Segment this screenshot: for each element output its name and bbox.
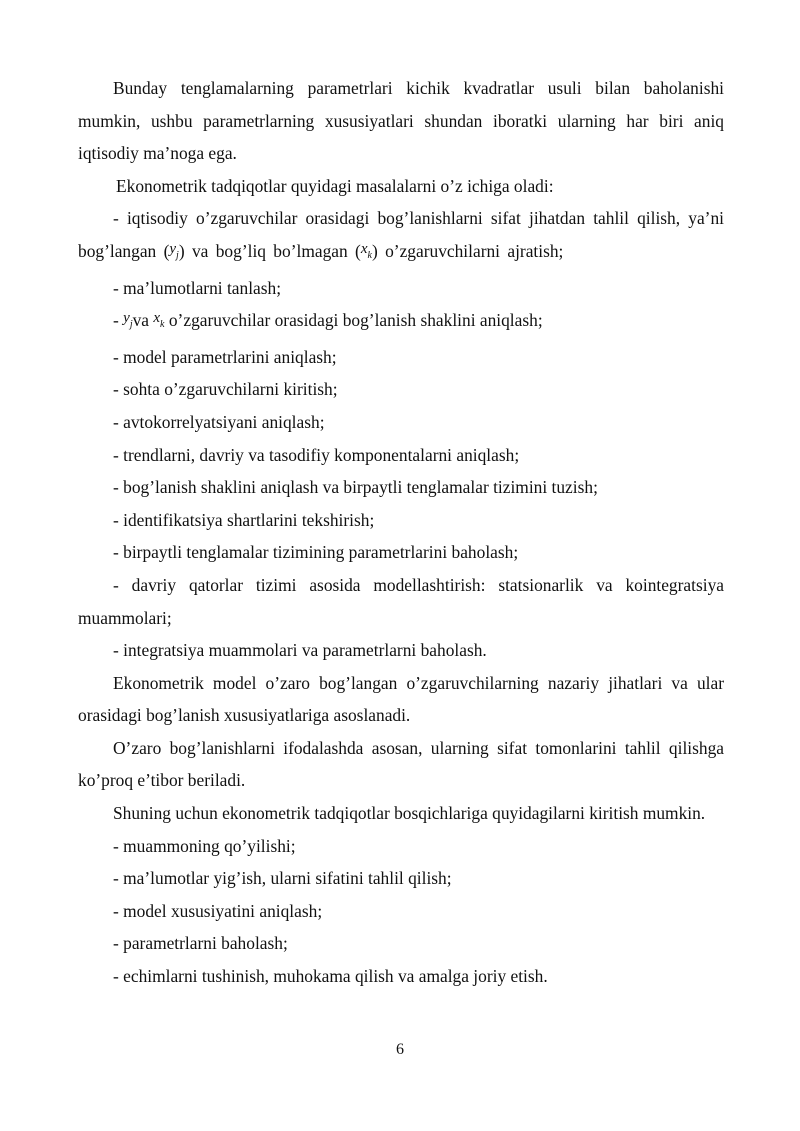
- paragraph-intro: Bunday tenglamalarning parametrlari kichik kvadratlar usuli bilan baholanishi mumkin, ushbu parametrlarning xususiyatlari shundan iboratki ularning har biri aniq iqtisodiy ma’noga ega.: [78, 78, 724, 164]
- list-item: - birpaytli tenglamalar tizimining parametrlarini baholash;: [113, 542, 519, 563]
- list-item: - model parametrlarini aniqlash;: [113, 346, 337, 367]
- text-segment: ) va bog’liq bo’lmagan (: [178, 240, 361, 261]
- math-sub-j: j: [176, 249, 179, 261]
- math-var-x: x: [360, 240, 368, 257]
- list-item: - identifikatsiya shartlarini tekshirish;: [113, 509, 375, 530]
- math-sub-j: j: [129, 319, 133, 331]
- list-item: - sohta o’zgaruvchilarni kiritish;: [113, 379, 338, 400]
- text-segment: o’zgaruvchilar orasidagi bog’lanish shaklini aniqlash;: [168, 310, 543, 331]
- math-sub-k: k: [160, 319, 165, 331]
- list-item: - bog’lanish shaklini aniqlash va birpaytli tenglamalar tizimini tuzish;: [113, 477, 598, 498]
- list-item: - davriy qatorlar tizimi asosida modellashtirish: statsionarlik va kointegratsiya muammolari;: [78, 574, 724, 628]
- list-item: - model xususiyatini aniqlash;: [113, 900, 323, 921]
- text-segment: ) o’zgaruvchilarni ajratish;: [371, 240, 564, 261]
- paragraph-stages: Shuning uchun ekonometrik tadqiqotlar bosqichlariga quyidagilarni kiritish mumkin.: [113, 803, 706, 824]
- list-item-relation-form: [78, 304, 724, 341]
- document-body: [78, 72, 724, 993]
- page-number: 6: [396, 1041, 404, 1058]
- list-item: - integratsiya muammolari va parametrlarni baholash.: [113, 640, 487, 661]
- paragraph-tasks-heading: Ekonometrik tadqiqotlar quyidagi masalalarni o’z ichiga oladi:: [116, 175, 554, 196]
- list-item: - avtokorrelyatsiyani aniqlash;: [113, 411, 325, 432]
- list-item: - muammoning qo’yilishi;: [113, 835, 296, 856]
- list-item: - ma’lumotlarni tanlash;: [113, 277, 282, 298]
- math-var-y: y: [169, 240, 177, 257]
- paragraph-model: Ekonometrik model o’zaro bog’langan o’zgaruvchilarning nazariy jihatlari va ular orasidagi bog’lanish xususiyatlariga asoslanadi.: [78, 672, 724, 726]
- list-item: - ma’lumotlar yig’ish, ularni sifatini tahlil qilish;: [113, 868, 452, 889]
- math-var-y: y: [123, 310, 130, 327]
- text-segment: -: [113, 310, 124, 331]
- paragraph-relations: O’zaro bog’lanishlarni ifodalashda asosan, ularning sifat tomonlarini tahlil qilishga ko’proq e’tibor beriladi.: [78, 737, 724, 791]
- list-item: - trendlarni, davriy va tasodifiy komponentalarni aniqlash;: [113, 444, 520, 465]
- list-item-qualitative-analysis: [78, 202, 724, 271]
- text-segment: - iqtisodiy o’zgaruvchilar orasidagi bog’lanishlarni sifat jihatdan tahlil qilish, ya’ni bog’langan (: [78, 208, 724, 261]
- math-var-x: x: [153, 310, 161, 327]
- math-sub-k: k: [367, 249, 372, 261]
- text-segment: va: [132, 310, 150, 331]
- list-item: - echimlarni tushinish, muhokama qilish va amalga joriy etish.: [113, 966, 548, 987]
- list-item: - parametrlarni baholash;: [113, 933, 288, 954]
